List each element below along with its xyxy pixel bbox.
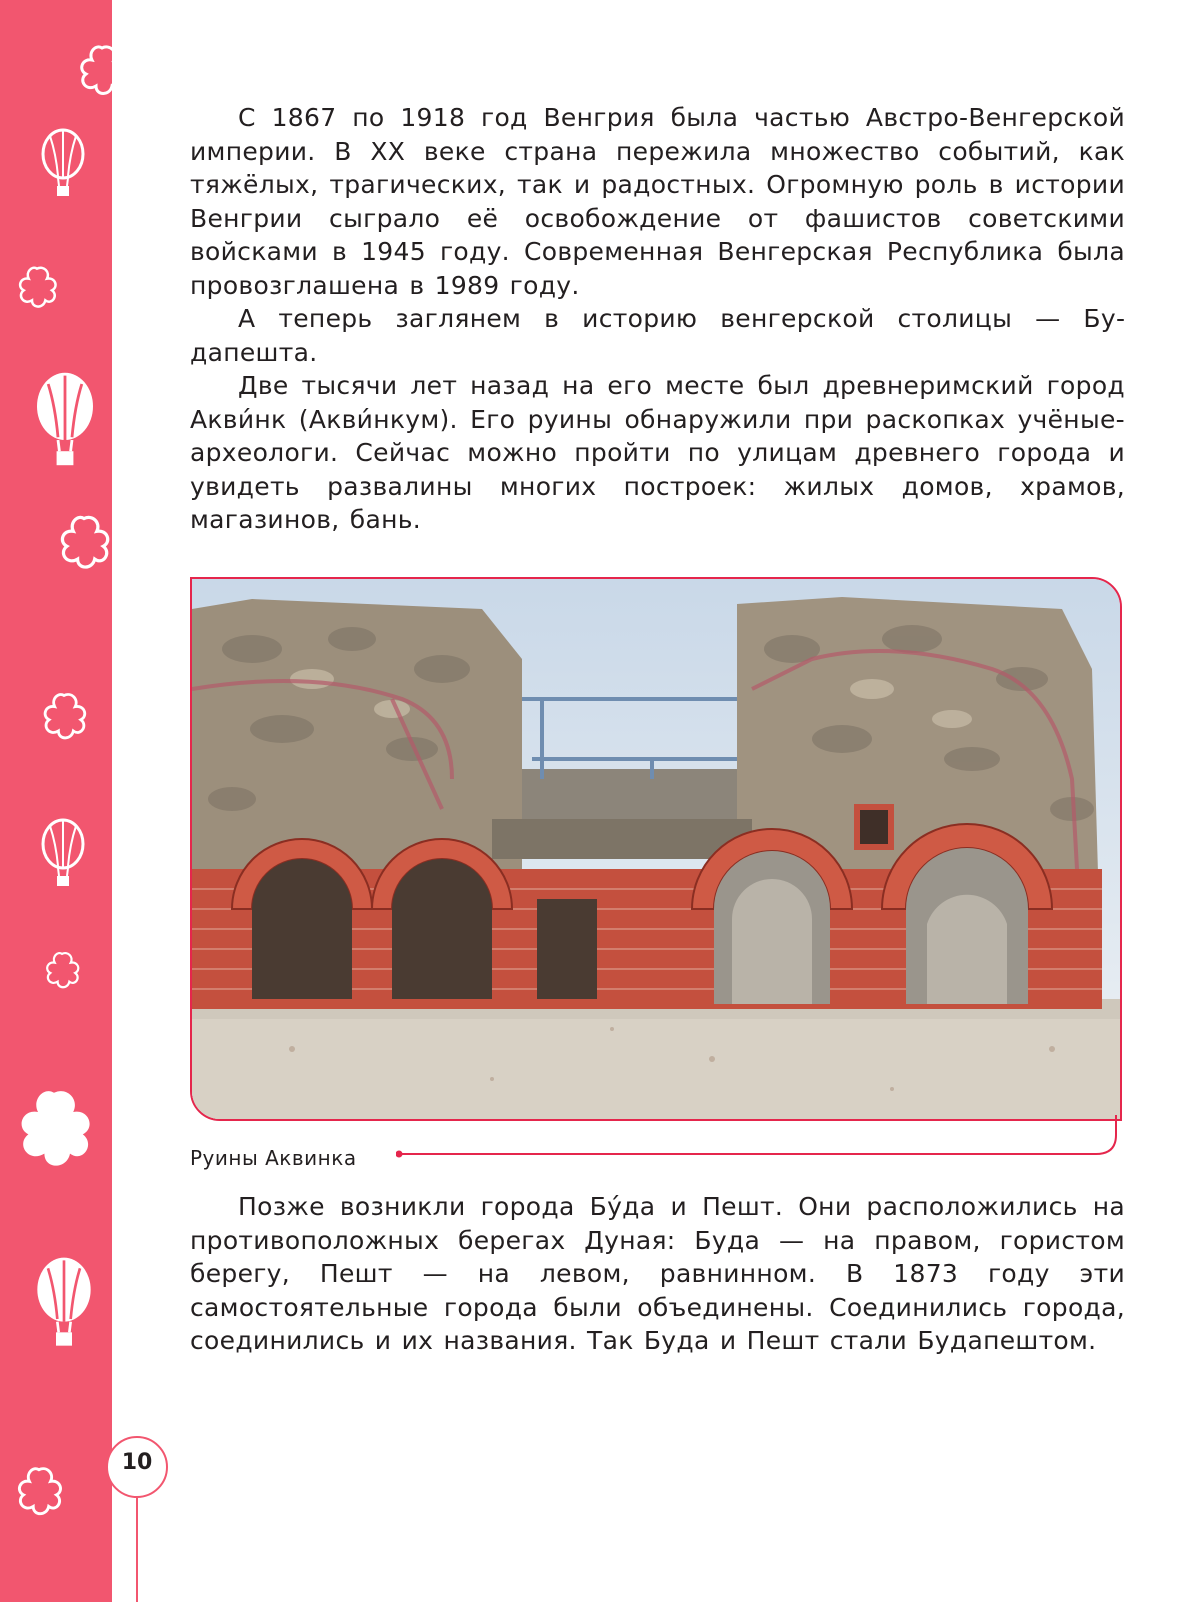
- flower-icon: [40, 948, 84, 992]
- balloon-icon: [28, 370, 102, 475]
- flower-icon: [10, 1462, 68, 1520]
- flower-icon: [12, 262, 62, 312]
- paragraph-aquincum: Две тысячи лет назад на его месте был древнеримский город Акви́нк (Акви́нкум). Его руины обнаружили при раскопках учёные-археологи. Сейчас можно пройти по улицам древнего города и увидеть развалины многих построек: жилых домов, храмов, магазинов, бань.: [190, 371, 1125, 534]
- paragraph-history: С 1867 по 1918 год Венгрия была частью Австро-Венгерской империи. В XX веке страна пережила множество событий, как тяжёлых, трагических, так и радостных. Огромную роль в истории Венгрии сыграло её освобождение от фашистов советскими войсками в 1945 году. Современная Венгерская Республика была провозглашена в 1989 году.: [190, 103, 1125, 300]
- page-number-line: [136, 1498, 138, 1602]
- page-number: 10: [121, 1450, 153, 1475]
- flower-icon: [52, 510, 116, 574]
- flower-icon: [6, 1080, 102, 1176]
- sidebar: [0, 0, 112, 1602]
- paragraph-budapest-intro: А теперь заглянем в историю венгерской столицы — Будапешта.: [190, 304, 1125, 367]
- flower-icon: [72, 40, 132, 100]
- flower-icon: [36, 688, 92, 744]
- aquincum-ruins-photo: [190, 577, 1122, 1121]
- caption-pointer-line: [396, 1115, 1118, 1159]
- balloon-icon: [38, 128, 88, 203]
- balloon-icon: [30, 1255, 98, 1355]
- paragraph-buda-pest: Позже возникли города Бу́да и Пешт. Они расположились на противоположных берегах Дуная: Буда — на правом, гористом берегу, Пешт — на левом, равнинном. В 1873 году эти самостоятельные города были объединены. Соединились города, соединились и их названия. Так Буда и Пешт стали Будапештом.: [190, 1192, 1125, 1355]
- photo-caption: Руины Аквинка: [190, 1146, 357, 1170]
- balloon-icon: [38, 818, 88, 893]
